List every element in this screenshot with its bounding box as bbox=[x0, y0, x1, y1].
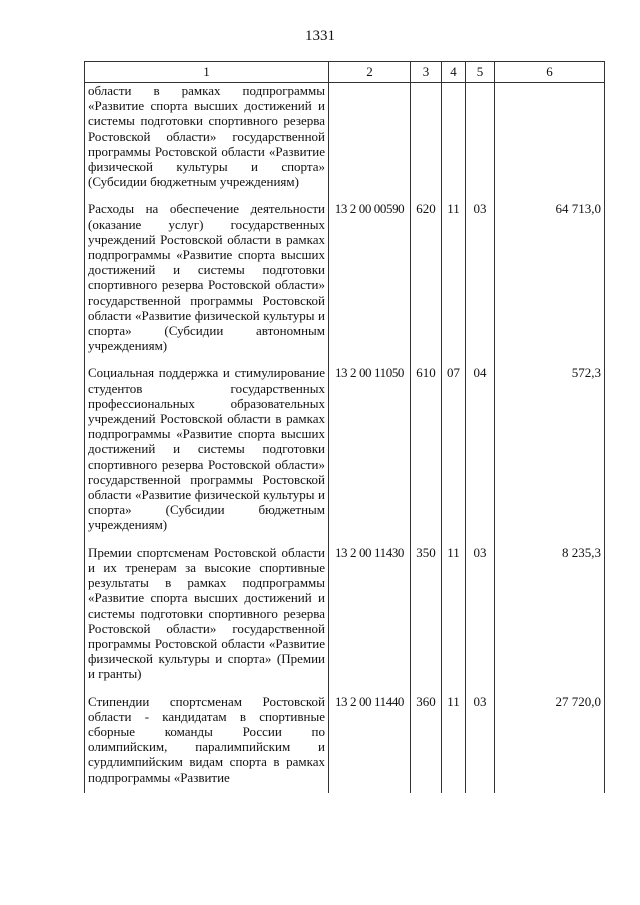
column-header-4: 4 bbox=[442, 62, 466, 83]
table-row bbox=[85, 189, 605, 353]
row-description: Расходы на обеспечение деятельности (оказание услуг) государственных учреждений Ростовской области в рамках подпрограммы «Развитие спорта высших достижений и системы подготовки спортивного резерва Ростовской области» государственной программы Ростовской области «Развитие физической культуры и спорта» (Субсидии автономным учреждениям) bbox=[85, 189, 329, 353]
column-header-3: 3 bbox=[411, 62, 442, 83]
row-amount: 27 720,0 bbox=[495, 682, 605, 785]
row-subsection: 03 bbox=[466, 533, 495, 682]
table-row bbox=[85, 83, 605, 190]
row-subsection: 03 bbox=[466, 682, 495, 785]
budget-table bbox=[84, 61, 605, 793]
row-section: 11 bbox=[442, 189, 466, 353]
row-expense-type: 610 bbox=[411, 353, 442, 532]
row-target-code: 13 2 00 11430 bbox=[329, 533, 411, 682]
row-section: 11 bbox=[442, 682, 466, 785]
table-row bbox=[85, 682, 605, 785]
row-amount: 64 713,0 bbox=[495, 189, 605, 353]
table-row bbox=[85, 353, 605, 532]
row-target-code: 13 2 00 11050 bbox=[329, 353, 411, 532]
row-subsection bbox=[466, 83, 495, 190]
row-description: Стипендии спортсменам Ростовской области - кандидатам в спортивные сборные команды России по олимпийским, паралимпийским и сурдлимпийским видам спорта в рамках подпрограммы «Развитие bbox=[85, 682, 329, 785]
row-amount: 572,3 bbox=[495, 353, 605, 532]
row-target-code: 13 2 00 00590 bbox=[329, 189, 411, 353]
row-target-code: 13 2 00 11440 bbox=[329, 682, 411, 785]
column-header-5: 5 bbox=[466, 62, 495, 83]
row-subsection: 03 bbox=[466, 189, 495, 353]
row-section bbox=[442, 83, 466, 190]
table-bottom-spacer bbox=[85, 785, 605, 793]
column-header-2: 2 bbox=[329, 62, 411, 83]
row-expense-type: 360 bbox=[411, 682, 442, 785]
row-description: Социальная поддержка и стимулирование студентов государственных профессиональных образовательных учреждений Ростовской области в рамках подпрограммы «Развитие спорта высших достижений и системы подготовки спортивного резерва Ростовской области» государственной программы Ростовской области «Развитие физической культуры и спорта» (Субсидии бюджетным учреждениям) bbox=[85, 353, 329, 532]
row-expense-type: 620 bbox=[411, 189, 442, 353]
row-target-code bbox=[329, 83, 411, 190]
page-number: 1331 bbox=[305, 28, 335, 44]
column-header-1: 1 bbox=[85, 62, 329, 83]
table-row bbox=[85, 533, 605, 682]
row-subsection: 04 bbox=[466, 353, 495, 532]
row-amount bbox=[495, 83, 605, 190]
row-description: Премии спортсменам Ростовской области и их тренерам за высокие спортивные результаты в рамках подпрограммы «Развитие спорта высших достижений и системы подготовки спортивного резерва Ростовской области» государственной программы Ростовской области «Развитие физической культуры и спорта» (Премии и гранты) bbox=[85, 533, 329, 682]
row-expense-type: 350 bbox=[411, 533, 442, 682]
row-amount: 8 235,3 bbox=[495, 533, 605, 682]
column-header-6: 6 bbox=[495, 62, 605, 83]
row-section: 07 bbox=[442, 353, 466, 532]
row-description: области в рамках подпрограммы «Развитие спорта высших достижений и системы подготовки спортивного резерва Ростовской области» государственной программы Ростовской области «Развитие физической культуры и спорта» (Субсидии бюджетным учреждениям) bbox=[85, 83, 329, 190]
row-expense-type bbox=[411, 83, 442, 190]
table-header-row bbox=[85, 62, 605, 83]
row-section: 11 bbox=[442, 533, 466, 682]
